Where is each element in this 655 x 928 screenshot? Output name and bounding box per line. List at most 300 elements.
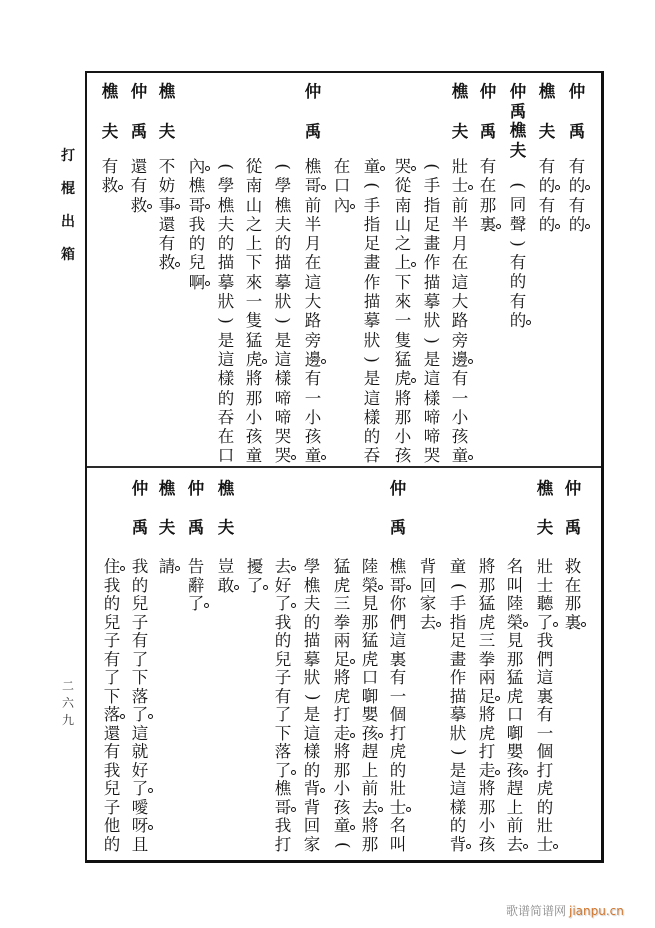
punctuation-circle (495, 696, 500, 701)
glyph: 他 (103, 816, 121, 835)
glyph: 仲 (568, 82, 586, 101)
glyph: 背 (447, 836, 469, 855)
glyph: 禹 (131, 518, 149, 537)
glyph: 的 (303, 760, 321, 780)
glyph: 那 (333, 760, 351, 780)
glyph: 摹 (274, 272, 292, 292)
glyph: 趕 (506, 779, 524, 798)
glyph: 前 (361, 779, 379, 798)
glyph: 畫 (363, 253, 381, 273)
glyph: 童 (449, 557, 467, 576)
glyph: 樣 (449, 797, 467, 817)
glyph: 是 (363, 369, 381, 389)
glyph: 裏 (389, 649, 407, 669)
glyph: ( (216, 163, 236, 170)
glyph: 壯 (451, 157, 469, 176)
glyph: 士 (387, 799, 409, 818)
glyph: 仲 (479, 82, 497, 101)
punctuation-circle (406, 585, 411, 590)
glyph: 樵 (217, 195, 235, 215)
glyph: 拳 (333, 612, 351, 632)
glyph: 上 (392, 253, 414, 272)
glyph: 樵 (304, 157, 322, 176)
glyph: 背 (301, 780, 323, 799)
glyph: 一 (389, 686, 407, 706)
glyph: 救 (156, 253, 178, 272)
glyph: 那 (394, 407, 412, 427)
glyph: 還 (130, 157, 148, 176)
glyph: 指 (363, 214, 381, 234)
glyph: 啼 (423, 427, 441, 447)
punctuation-circle (291, 770, 296, 775)
glyph: 那 (564, 594, 582, 613)
punctuation-circle (523, 622, 528, 627)
continuation-column (476, 479, 498, 854)
glyph: 猛 (333, 557, 351, 576)
glyph: 在 (479, 176, 497, 196)
glyph: 旁 (451, 330, 469, 350)
glyph: 一 (536, 723, 554, 743)
glyph: 從 (394, 176, 412, 196)
glyph: 有 (304, 369, 322, 389)
glyph: 半 (451, 214, 469, 234)
glyph: 摹 (363, 311, 381, 331)
glyph: 半 (304, 214, 322, 234)
glyph: 那 (506, 649, 524, 669)
glyph: 榮 (359, 577, 381, 596)
glyph: 夫 (451, 122, 469, 141)
glyph: 路 (451, 311, 469, 331)
glyph: 箱 (61, 247, 75, 263)
speaker-name (215, 479, 237, 557)
glyph: 大 (304, 292, 322, 312)
punctuation-circle (120, 566, 125, 571)
punctuation-circle (553, 844, 558, 849)
glyph: 敢 (215, 577, 237, 596)
glyph: 打 (478, 742, 496, 761)
speaker-name (185, 479, 207, 557)
glyph: ( (422, 163, 442, 170)
glyph: 有 (158, 234, 176, 254)
punctuation-circle (263, 585, 268, 590)
glyph: 有 (131, 631, 149, 650)
dialogue-text (504, 558, 526, 854)
glyph: 這 (451, 272, 469, 292)
glyph: 小 (333, 779, 351, 798)
glyph: 孩 (451, 427, 469, 447)
glyph: 虎 (478, 612, 496, 632)
glyph: 子 (103, 797, 121, 817)
glyph: 描 (217, 253, 235, 273)
glyph: 孩 (304, 427, 322, 447)
glyph: 孩 (504, 762, 526, 781)
glyph: 樵 (303, 575, 321, 595)
glyph: 哭 (274, 427, 292, 447)
glyph: 有 (536, 705, 554, 724)
glyph: 摹 (449, 705, 467, 724)
glyph: 九 (61, 713, 74, 727)
glyph: 樵 (451, 82, 469, 101)
glyph: 有 (101, 157, 119, 176)
glyph: 陸 (361, 557, 379, 576)
glyph: 了 (244, 577, 266, 596)
glyph: 山 (245, 195, 263, 215)
glyph: 我 (536, 631, 554, 650)
glyph: 上 (506, 797, 524, 817)
glyph: 的 (509, 272, 527, 292)
speaker-name (534, 479, 556, 557)
glyph: 打 (536, 760, 554, 780)
glyph: 的 (449, 816, 467, 835)
glyph: 士 (534, 836, 556, 855)
glyph: 哥 (387, 577, 409, 596)
glyph: 那 (479, 195, 497, 215)
glyph: 了 (274, 705, 292, 724)
glyph: 請 (156, 558, 178, 577)
glyph: 狀 (217, 292, 235, 312)
glyph: 兒 (274, 649, 292, 669)
glyph: 好 (274, 575, 292, 595)
glyph: 的 (536, 797, 554, 817)
speaker-name (129, 479, 151, 557)
glyph: 邊 (302, 350, 324, 369)
glyph: 有 (389, 668, 407, 687)
glyph: 禹 (479, 122, 497, 141)
speaker-name (156, 479, 178, 557)
glyph: 狀 (274, 292, 292, 312)
glyph: 我 (274, 816, 292, 835)
glyph: 將 (478, 705, 496, 724)
glyph: 虎 (389, 742, 407, 761)
glyph: 之 (394, 234, 412, 254)
glyph: 壯 (389, 779, 407, 798)
glyph: 這 (217, 349, 235, 369)
punctuation-circle (523, 770, 528, 775)
glyph: 是 (217, 330, 235, 350)
glyph: ) (508, 240, 528, 247)
glyph: 這 (131, 723, 149, 743)
glyph: 樣 (274, 369, 292, 389)
glyph: 同 (509, 195, 527, 215)
glyph: 聽 (536, 594, 554, 613)
glyph: 士 (536, 575, 554, 595)
punctuation-circle (148, 788, 153, 793)
glyph: 虎 (478, 723, 496, 743)
dialogue-text (185, 558, 207, 614)
glyph: 的 (217, 234, 235, 254)
watermark-domain: jianpu.cn (569, 904, 624, 918)
glyph: 這 (274, 349, 292, 369)
glyph: 的 (566, 215, 588, 234)
glyph: ) (362, 356, 382, 363)
dialogue-column (387, 479, 409, 854)
glyph: ( (333, 841, 353, 848)
glyph: 啣 (506, 723, 524, 743)
glyph: 樵 (101, 82, 119, 101)
glyph: 叫 (506, 575, 524, 595)
glyph: 學 (217, 176, 235, 196)
continuation-column (272, 479, 294, 854)
glyph: 見 (506, 631, 524, 650)
glyph: 的 (536, 176, 558, 195)
glyph: 子 (131, 612, 149, 632)
glyph: 口 (506, 705, 524, 724)
punctuation-circle (175, 566, 180, 571)
glyph: 啼 (274, 407, 292, 427)
glyph: 一 (245, 292, 263, 312)
glyph: 士 (449, 176, 471, 195)
glyph: 走 (476, 762, 498, 781)
glyph: 小 (478, 816, 496, 835)
glyph: 將 (361, 816, 379, 835)
glyph: 有 (274, 686, 292, 706)
glyph: 是 (303, 705, 321, 724)
glyph: 哥 (186, 196, 208, 215)
glyph: 了 (129, 706, 151, 725)
dialogue-text (534, 558, 556, 854)
glyph: 有 (509, 253, 527, 273)
dialogue-text (359, 558, 381, 854)
punctuation-circle (291, 566, 296, 571)
speaker-name (387, 479, 409, 557)
glyph: 下 (131, 668, 149, 687)
glyph: 我 (103, 760, 121, 780)
glyph: 夫 (217, 518, 235, 537)
glyph: 隻 (245, 311, 263, 331)
glyph: 了 (131, 649, 149, 669)
glyph: 去 (417, 614, 439, 633)
glyph: 猛 (245, 330, 263, 350)
glyph: 這 (536, 668, 554, 687)
glyph: 在 (304, 253, 322, 273)
glyph: 夫 (101, 122, 119, 141)
glyph: ) (216, 317, 236, 325)
glyph: 足 (331, 651, 353, 670)
glyph: 小 (451, 407, 469, 427)
glyph: 童 (449, 446, 471, 465)
glyph: 救 (128, 196, 150, 215)
glyph: 妨 (158, 176, 176, 196)
glyph: 夫 (158, 518, 176, 537)
glyph: 從 (245, 157, 263, 176)
glyph: 告 (187, 557, 205, 576)
glyph: 描 (449, 686, 467, 706)
punctuation-circle (466, 844, 471, 849)
glyph: 將 (333, 668, 351, 687)
glyph: 孩 (245, 427, 263, 447)
dialogue-text (272, 558, 294, 854)
glyph: 了 (185, 595, 207, 614)
glyph: 那 (478, 575, 496, 595)
glyph: 打 (274, 834, 292, 854)
glyph: 三 (478, 631, 496, 650)
watermark-site-name: 歌谱简谱网 (506, 904, 567, 918)
punctuation-circle (378, 807, 383, 812)
dialogue-text (156, 558, 178, 577)
glyph: 你 (389, 594, 407, 613)
dialogue-text (301, 558, 323, 854)
glyph: 摹 (423, 292, 441, 312)
glyph: 的 (507, 311, 529, 330)
glyph: 夫 (158, 122, 176, 141)
glyph: 一 (304, 388, 322, 408)
glyph: 邊 (449, 350, 471, 369)
glyph: 打 (333, 705, 351, 724)
glyph: 的 (103, 594, 121, 613)
glyph: 的 (274, 631, 292, 650)
glyph: 棍 (61, 181, 75, 197)
glyph: 的 (188, 234, 206, 254)
glyph: 夫 (274, 214, 292, 234)
glyph: 作 (423, 253, 441, 273)
glyph: 有 (103, 742, 121, 761)
punctuation-circle (204, 603, 209, 608)
glyph: 虎 (506, 686, 524, 706)
dialogue-text (331, 558, 353, 854)
glyph: 畫 (423, 234, 441, 254)
glyph: 陸 (506, 594, 524, 613)
glyph: 手 (363, 195, 381, 215)
punctuation-circle (378, 585, 383, 590)
glyph: 下 (274, 723, 292, 743)
glyph: 哥 (272, 799, 294, 818)
glyph: 有 (538, 157, 556, 176)
glyph: 童 (361, 157, 383, 176)
glyph: 那 (361, 612, 379, 632)
dialogue-text (244, 558, 266, 595)
glyph: 虎 (333, 575, 351, 595)
glyph: 樵 (188, 176, 206, 196)
glyph: 樵 (274, 195, 292, 215)
glyph: 六 (61, 696, 74, 710)
dialogue-text (129, 558, 151, 854)
glyph: 在 (564, 575, 582, 595)
glyph: 打 (389, 723, 407, 743)
glyph: 禹 (568, 122, 586, 141)
glyph: 禹 (389, 518, 407, 537)
glyph: 在 (451, 253, 469, 273)
glyph: 仲 (564, 479, 582, 498)
glyph: 落 (131, 686, 149, 706)
punctuation-circle (406, 807, 411, 812)
glyph: 樣 (423, 388, 441, 408)
glyph: 來 (245, 272, 263, 292)
glyph: 仲 (131, 479, 149, 498)
continuation-column (417, 479, 439, 632)
glyph: 來 (394, 292, 412, 312)
glyph: 南 (394, 195, 412, 215)
glyph: 這 (304, 272, 322, 292)
glyph: 嬰 (361, 705, 379, 724)
glyph: 落 (101, 706, 123, 725)
glyph: 且 (131, 834, 149, 854)
glyph: 禹 (564, 518, 582, 537)
glyph: 仲 (389, 479, 407, 498)
dialogue-text (387, 558, 409, 854)
glyph: 前 (304, 195, 322, 215)
glyph: 的 (131, 575, 149, 595)
glyph: 了 (103, 668, 121, 687)
glyph: 禹 (304, 122, 322, 141)
glyph: 裏 (562, 614, 584, 633)
glyph: 童 (331, 817, 353, 836)
glyph: 大 (451, 292, 469, 312)
glyph: 啼 (423, 407, 441, 427)
glyph: 樵 (274, 779, 292, 798)
dialogue-text (447, 558, 469, 854)
glyph: 將 (478, 779, 496, 798)
glyph: 不 (158, 157, 176, 176)
continuation-column (504, 479, 526, 854)
glyph: 救 (99, 176, 121, 195)
glyph: 的 (389, 760, 407, 780)
glyph: 猛 (478, 594, 496, 613)
punctuation-circle (495, 770, 500, 775)
glyph: 摹 (303, 649, 321, 669)
glyph: 去 (272, 558, 294, 577)
glyph: 背 (303, 797, 321, 817)
glyph: 們 (536, 649, 554, 669)
glyph: 走 (331, 725, 353, 744)
glyph: 了 (129, 780, 151, 799)
glyph: ) (422, 337, 442, 344)
glyph: 還 (158, 214, 176, 234)
glyph: 童 (302, 446, 324, 465)
glyph: 仲 (304, 82, 322, 101)
glyph: 那 (478, 797, 496, 817)
glyph: 前 (451, 195, 469, 215)
glyph: 夫 (538, 122, 556, 141)
watermark (506, 902, 624, 919)
glyph: 將 (333, 742, 351, 761)
glyph: 樣 (303, 742, 321, 761)
glyph: 兩 (333, 631, 351, 650)
glyph: 虎 (536, 779, 554, 798)
punctuation-circle (350, 659, 355, 664)
glyph: 將 (245, 369, 263, 389)
glyph: 有 (479, 157, 497, 176)
glyph: 禹 (187, 518, 205, 537)
glyph: 禹 (130, 122, 148, 141)
glyph: 狀 (363, 330, 381, 350)
punctuation-circle (350, 733, 355, 738)
glyph: ( (362, 182, 382, 190)
dialogue-column (185, 479, 207, 613)
glyph: 啣 (361, 686, 379, 706)
punctuation-circle (234, 585, 239, 590)
glyph: 榮 (504, 614, 526, 633)
glyph: 事 (156, 196, 178, 215)
glyph: 哭 (392, 157, 414, 176)
dialogue-text (476, 558, 498, 854)
glyph: 個 (536, 742, 554, 761)
glyph: 山 (394, 214, 412, 234)
glyph: 描 (423, 272, 441, 292)
glyph: 夫 (509, 140, 527, 160)
continuation-column (101, 479, 123, 854)
glyph: ( (273, 163, 293, 170)
glyph: 的 (303, 612, 321, 632)
glyph: 月 (304, 234, 322, 254)
glyph: 子 (274, 668, 292, 687)
glyph: 兒 (103, 612, 121, 632)
glyph: 名 (506, 557, 524, 576)
glyph: 禹 (509, 101, 527, 121)
glyph: 那 (245, 388, 263, 408)
punctuation-circle (291, 603, 296, 608)
glyph: 足 (449, 631, 467, 650)
glyph: 孩 (394, 446, 412, 466)
